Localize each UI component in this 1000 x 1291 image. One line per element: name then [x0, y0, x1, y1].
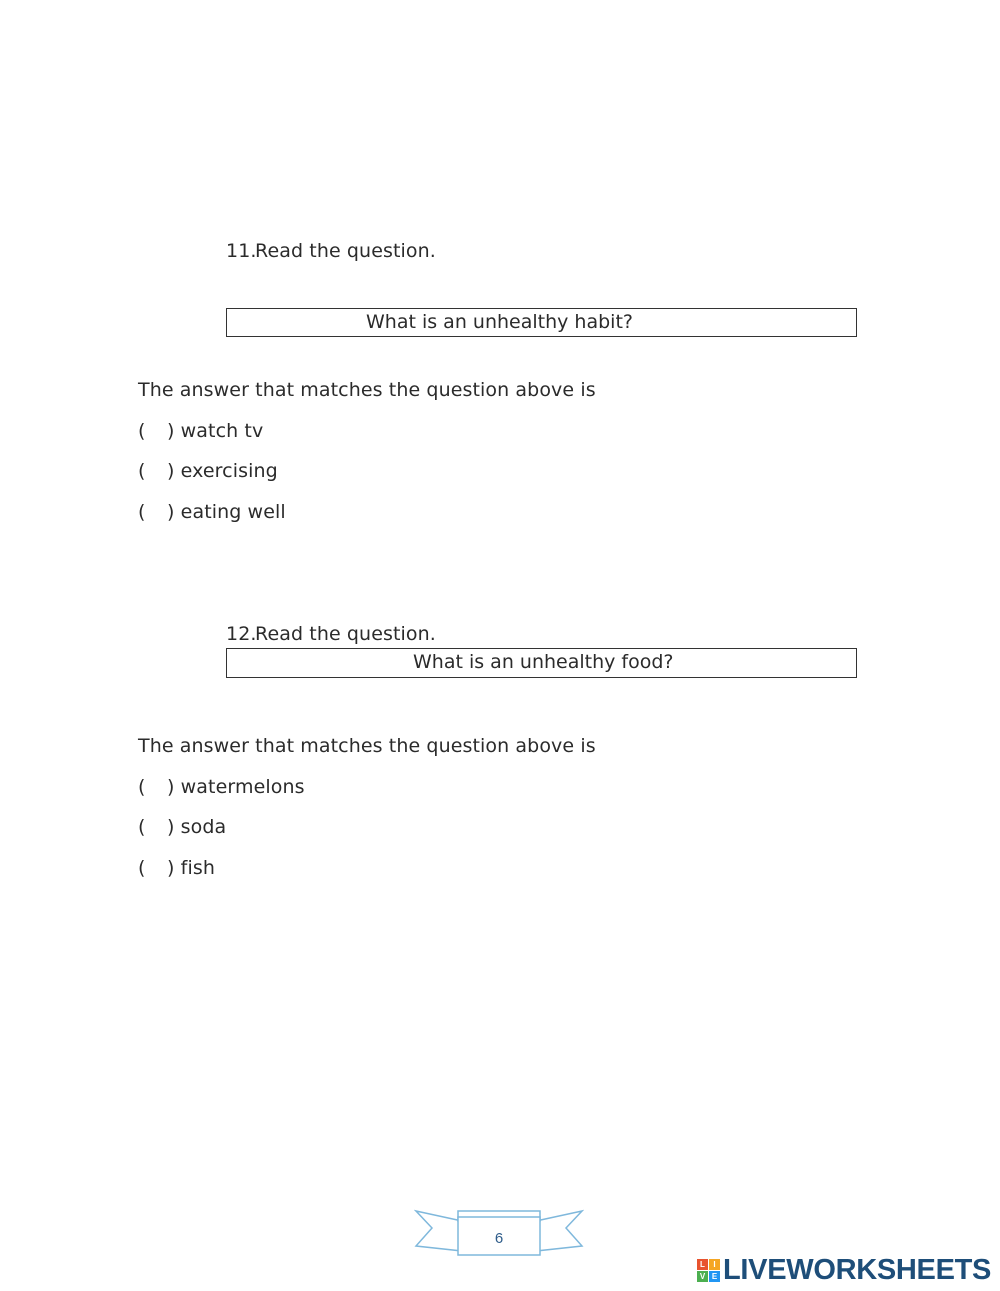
brand-text: LIVEWORKSHEETS — [723, 1253, 992, 1286]
question-number: 12. — [226, 623, 257, 645]
option-eating-well[interactable] — [138, 500, 286, 524]
option-checkbox-close[interactable]: ) — [167, 776, 175, 798]
option-label: watermelons — [180, 776, 305, 798]
option-checkbox-open[interactable]: ( — [138, 776, 146, 798]
option-checkbox-close[interactable]: ) — [167, 501, 175, 523]
logo-letter: V — [697, 1271, 708, 1282]
option-checkbox-open[interactable]: ( — [138, 460, 146, 482]
question-text: What is an unhealthy habit? — [366, 311, 633, 333]
option-checkbox-close[interactable]: ) — [167, 816, 175, 838]
logo-letter: E — [709, 1271, 720, 1282]
option-checkbox-close[interactable]: ) — [167, 460, 175, 482]
question-instruction: Read the question. — [255, 240, 436, 262]
question-text: What is an unhealthy food? — [413, 651, 674, 673]
question-12-title — [226, 622, 436, 646]
option-exercising[interactable] — [138, 459, 278, 483]
option-watermelons[interactable] — [138, 775, 305, 799]
option-watch-tv[interactable] — [138, 419, 263, 443]
page-number: 6 — [494, 1230, 504, 1247]
option-fish[interactable] — [138, 856, 215, 880]
option-label: fish — [180, 857, 215, 879]
option-checkbox-close[interactable]: ) — [167, 857, 175, 879]
question-12-box — [226, 648, 857, 678]
option-label: watch tv — [180, 420, 264, 442]
question-instruction: Read the question. — [255, 623, 436, 645]
option-checkbox-open[interactable]: ( — [138, 816, 146, 838]
question-number: 11. — [226, 240, 257, 262]
option-label: soda — [180, 816, 227, 838]
question-11-title — [226, 239, 436, 263]
option-soda[interactable] — [138, 815, 226, 839]
question-11-box — [226, 308, 857, 337]
option-label: exercising — [180, 460, 278, 482]
option-checkbox-open[interactable]: ( — [138, 501, 146, 523]
logo-letter: L — [697, 1259, 708, 1270]
logo-letter: I — [709, 1259, 720, 1270]
option-checkbox-open[interactable]: ( — [138, 420, 146, 442]
liveworksheets-logo — [697, 1254, 991, 1286]
question-12-prompt: The answer that matches the question above is — [138, 735, 596, 757]
option-checkbox-close[interactable]: ) — [167, 420, 175, 442]
brand-logo-icon — [697, 1259, 720, 1282]
question-11-prompt: The answer that matches the question above is — [138, 379, 596, 401]
option-label: eating well — [180, 501, 286, 523]
option-checkbox-open[interactable]: ( — [138, 857, 146, 879]
